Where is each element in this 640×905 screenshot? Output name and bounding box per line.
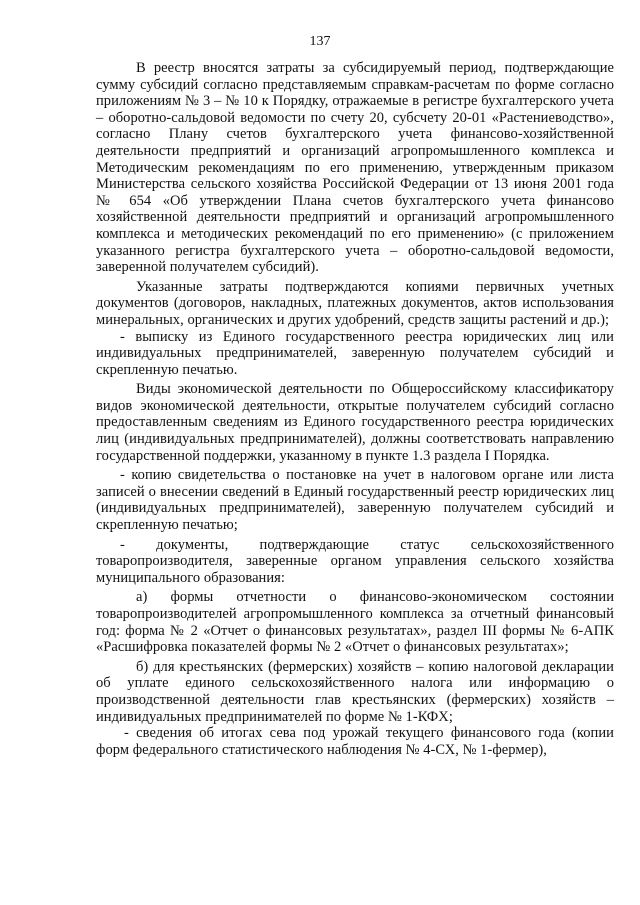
paragraph-tax-registration: - копию свидетельства о постановке на учет в налоговом органе или листа записей о внесении сведений в Единый государственный реестр юридических лиц (индивидуальных предпринимателей), заверенную получателем субсидий и скрепленную печатью;	[96, 467, 614, 534]
paragraph-cost-confirmation: Указанные затраты подтверждаются копиями первичных учетных документов (договоров, накладных, платежных документов, актов использования минеральных, органических и других удобрений, средств защиты растений и др.);	[96, 278, 614, 328]
page-number: 137	[309, 34, 331, 49]
paragraph-producer-status: - документы, подтверждающие статус сельскохозяйственного товаропроизводителя, заверенные органом управления сельского хозяйства муниципального образования:	[96, 536, 614, 586]
paragraph-item-a: а) формы отчетности о финансово-экономическом состоянии товаропроизводителей агропромышленного комплекса за отчетный финансовый год: форма № 2 «Отчет о финансовых результатах», раздел III формы № 6-АПК «Расшифровка показателей формы № 2 «Отчет о финансовых результатах»;	[96, 589, 614, 656]
paragraph-okved: Виды экономической деятельности по Общероссийскому классификатору видов экономической деятельности, открытые получателем субсидий согласно предоставленным сведениям из Единого государственного реестра юридических лиц (индивидуальных предпринимателей), должны соответствовать направлению государственной поддержки, указанному в пункте 1.3 раздела I Порядка.	[96, 381, 614, 464]
paragraph-egrul-extract: - выписку из Единого государственного реестра юридических лиц или индивидуальных предпринимателей, заверенную получателем субсидий и скрепленную печатью.	[96, 328, 614, 378]
document-body	[96, 60, 614, 758]
paragraph-sowing-results: - сведения об итогах сева под урожай текущего финансового года (копии форм федерального статистического наблюдения № 4-СХ, № 1-фермер),	[96, 725, 614, 758]
paragraph-item-b: б) для крестьянских (фермерских) хозяйств – копию налоговой декларации об уплате единого сельскохозяйственного налога или информацию о производственной деятельности глав крестьянских (фермерских) хозяйств – индивидуальных предпринимателей по форме № 1-КФХ;	[96, 658, 614, 725]
paragraph-registry-costs: В реестр вносятся затраты за субсидируемый период, подтверждающие сумму субсидий согласно представляемым справкам-расчетам по форме согласно приложениям № 3 – № 10 к Порядку, отражаемые в регистре бухгалтерского учета – оборотно-сальдовой ведомости по счету 20, субсчету 20-01 «Растениеводство», согласно Плану счетов бухгалтерского учета финансово-хозяйственной деятельности предприятий и организаций агропромышленного комплекса и Методическим рекомендациям по его применению, утвержденным приказом Министерства сельского хозяйства Российской Федерации от 13 июня 2001 года № 654 «Об утверждении Плана счетов бухгалтерского учета финансово хозяйственной деятельности предприятий и организаций агропромышленного комплекса и методических рекомендаций по его применению» (с приложением указанного регистра бухгалтерского учета – оборотно-сальдовой ведомости, заверенной получателем субсидий).	[96, 60, 614, 276]
